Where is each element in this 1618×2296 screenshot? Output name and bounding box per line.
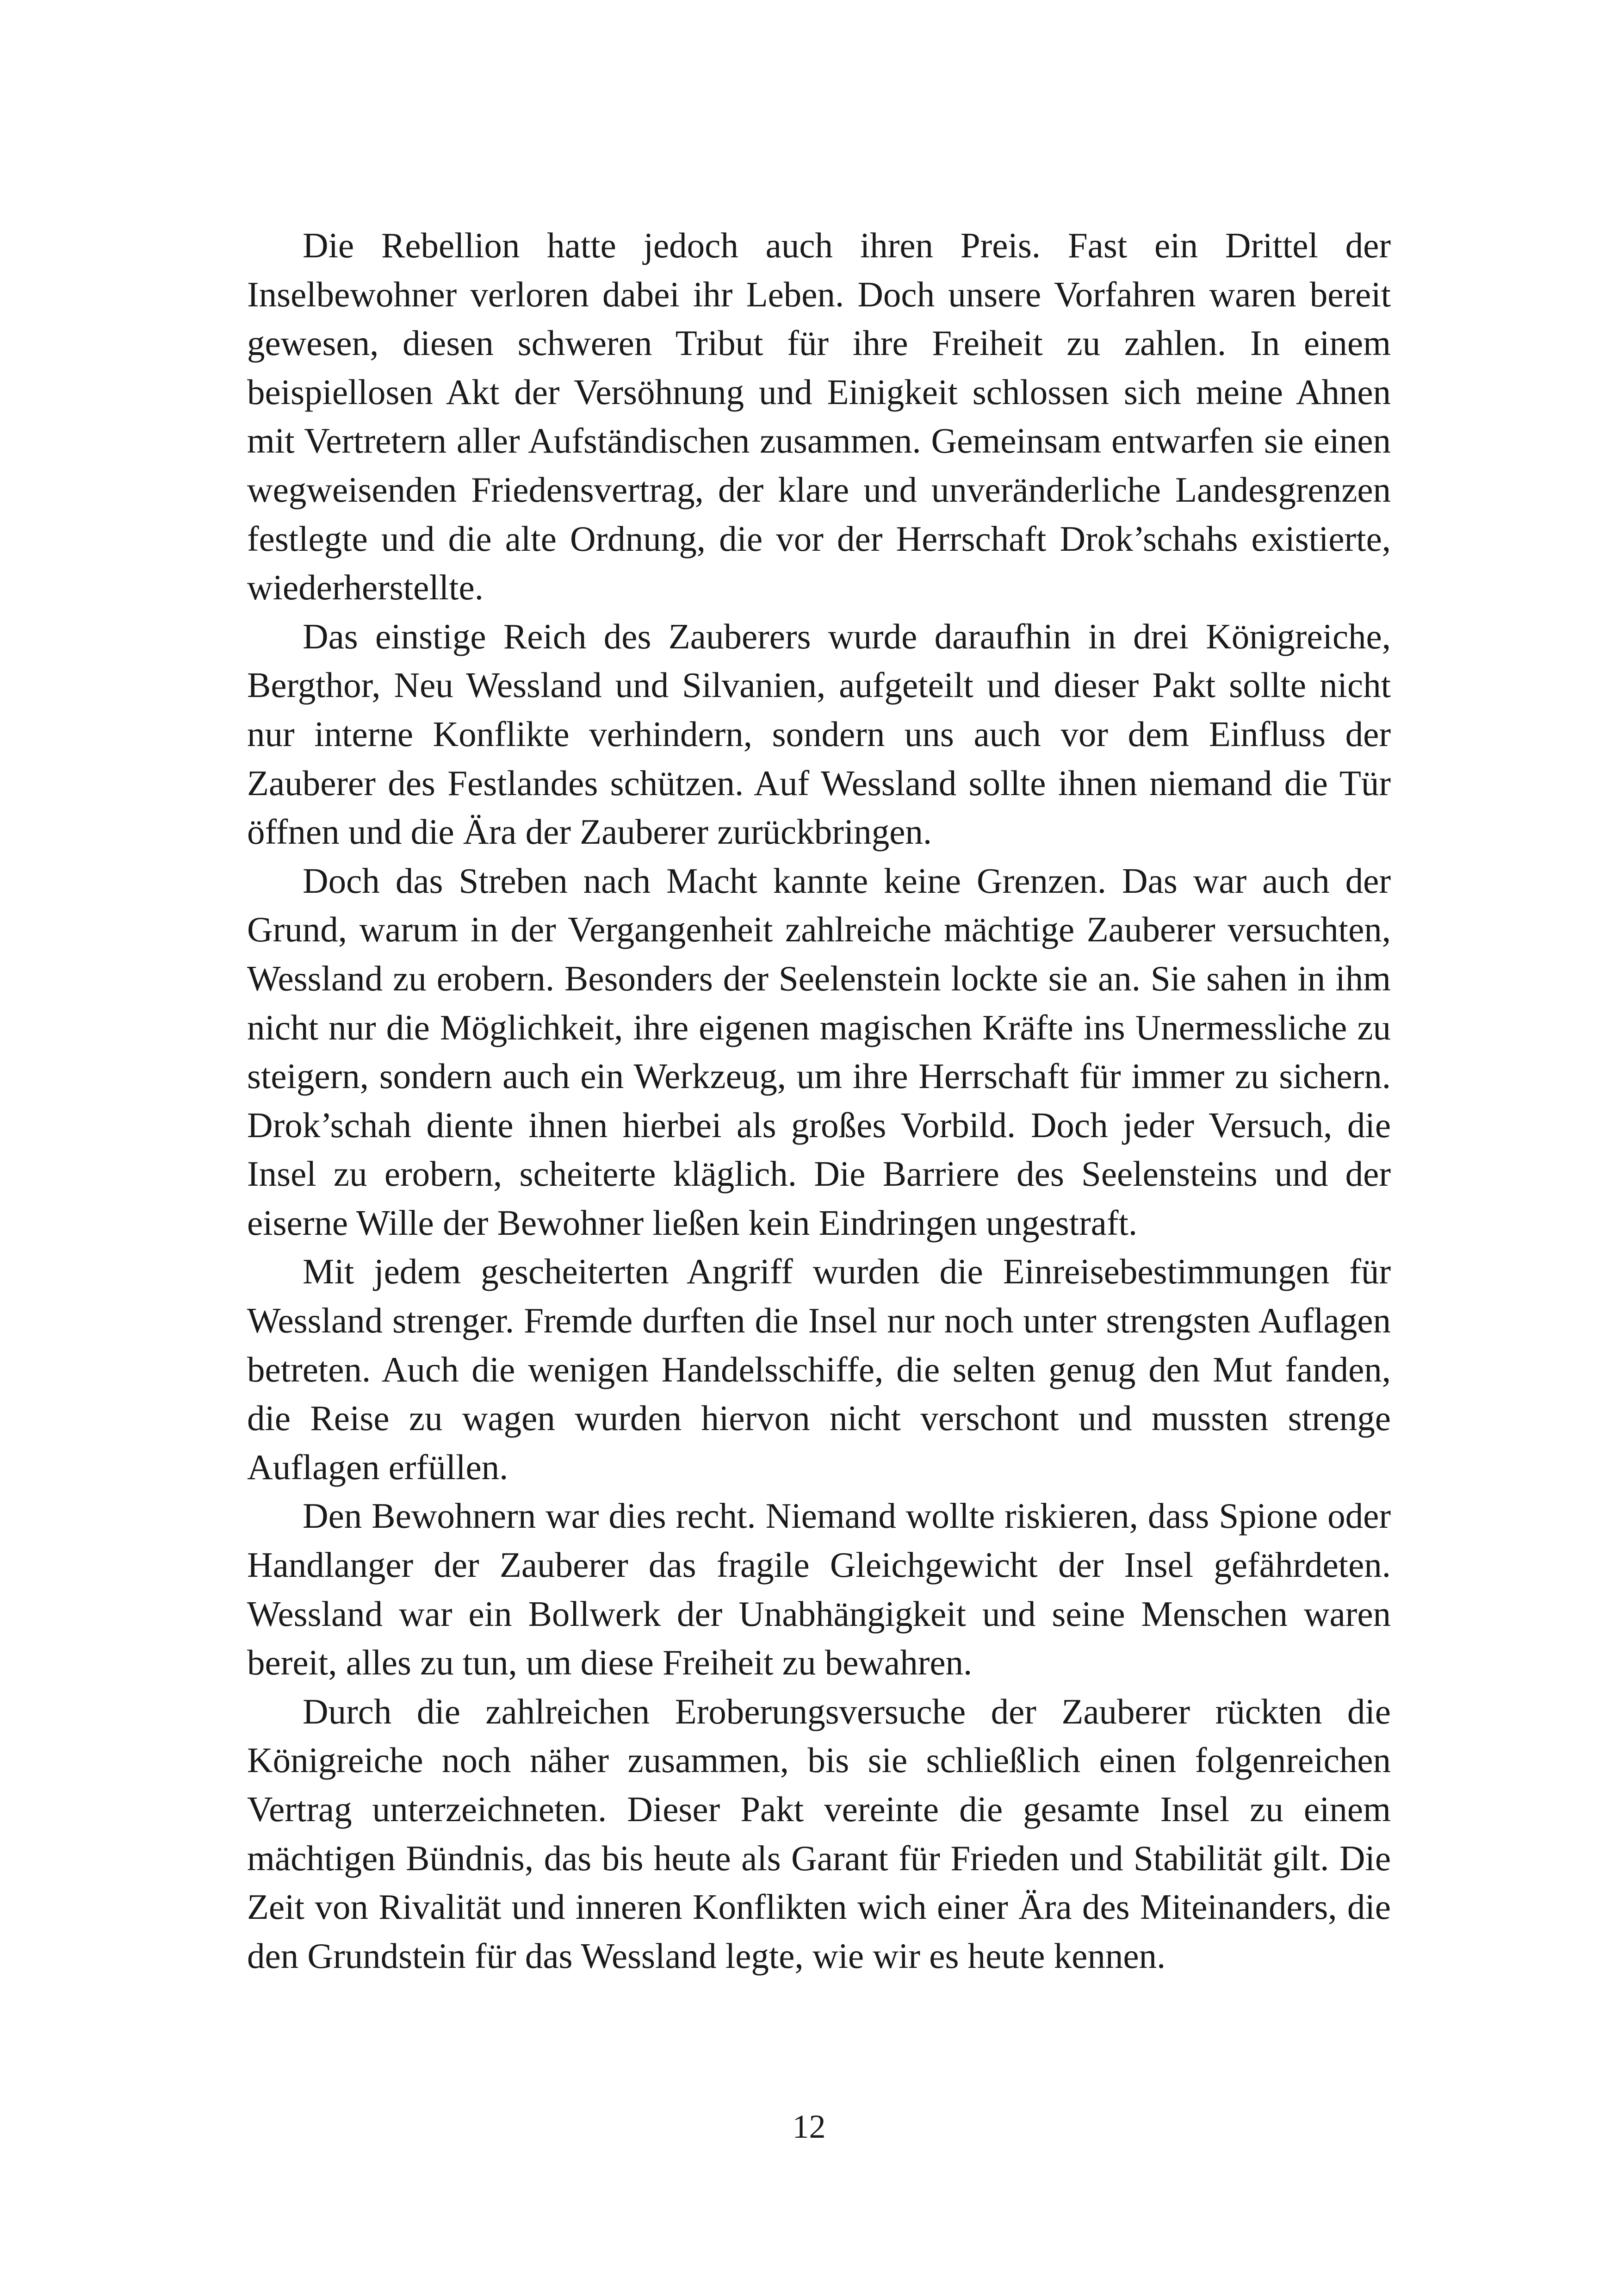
paragraph-alliance-treaty: Durch die zahlreichen Eroberungsversuche der Zauberer rückten die Königreiche noch näher zusammen, bis sie schließlich einen folgenreichen Vertrag unterzeichneten. Dieser Pakt vereinte die gesamte Insel zu einem mächtigen Bündnis, das bis heute als Garant für Frieden und Stabilität gilt. Die Zeit von Rivalität und inneren Konflikten wich einer Ära des Miteinanders, die den Grundstein für das Wessland legte, wie wir es heute kennen. (247, 1691, 1391, 1976)
paragraph-rebellion-price: Die Rebellion hatte jedoch auch ihren Preis. Fast ein Drittel der Inselbewohner verloren dabei ihr Leben. Doch unsere Vorfahren waren bereit gewesen, diesen schweren Tribut für ihre Freiheit zu zahlen. In einem beispiellosen Akt der Versöhnung und Einigkeit schlossen sich meine Ahnen mit Vertretern aller Aufständischen zusammen. Gemeinsam entwarfen sie einen wegweisenden Friedensvertrag, der klare und unveränderliche Landesgrenzen festlegte und die alte Ordnung, die vor der Herrschaft Drok’schahs existierte, wiederherstellte. (247, 225, 1391, 608)
paragraph-three-kingdoms: Das einstige Reich des Zauberers wurde daraufhin in drei Königreiche, Bergthor, Neu Wessland und Silvanien, aufgeteilt und dieser Pakt sollte nicht nur interne Konflikte verhindern, sondern uns auch vor dem Einfluss der Zauberer des Festlandes schützen. Auf Wessland sollte ihnen niemand die Tür öffnen und die Ära der Zauberer zurückbringen. (247, 616, 1391, 852)
paragraph-quest-for-power: Doch das Streben nach Macht kannte keine Grenzen. Das war auch der Grund, warum in der Vergangenheit zahlreiche mächtige Zauberer versuchten, Wessland zu erobern. Besonders der Seelenstein lockte sie an. Sie sahen in ihm nicht nur die Möglichkeit, ihre eigenen magischen Kräfte ins Unermessliche zu steigern, sondern auch ein Werkzeug, um ihre Herrschaft für immer zu sichern. Drok’schah diente ihnen hierbei als großes Vorbild. Doch jeder Versuch, die Insel zu erobern, scheiterte kläglich. Die Barriere des Seelensteins und der eiserne Wille der Bewohner ließen kein Eindringen ungestraft. (247, 860, 1391, 1243)
paragraph-entry-restrictions: Mit jedem gescheiterten Angriff wurden die Einreisebestimmungen für Wessland strenger. Fremde durften die Insel nur noch unter strengsten Auflagen betreten. Auch die wenigen Handelsschiffe, die selten genug den Mut fanden, die Reise zu wagen wurden hiervon nicht verschont und mussten strenge Auflagen erfüllen. (247, 1251, 1391, 1487)
paragraph-residents-approval: Den Bewohnern war dies recht. Niemand wollte riskieren, dass Spione oder Handlanger der Zauberer das fragile Gleichgewicht der Insel gefährdeten. Wessland war ein Bollwerk der Unabhängigkeit und seine Menschen waren bereit, alles zu tun, um diese Freiheit zu bewahren. (247, 1496, 1391, 1683)
page-number: 12 (792, 2108, 826, 2145)
body-text (247, 221, 1391, 1980)
